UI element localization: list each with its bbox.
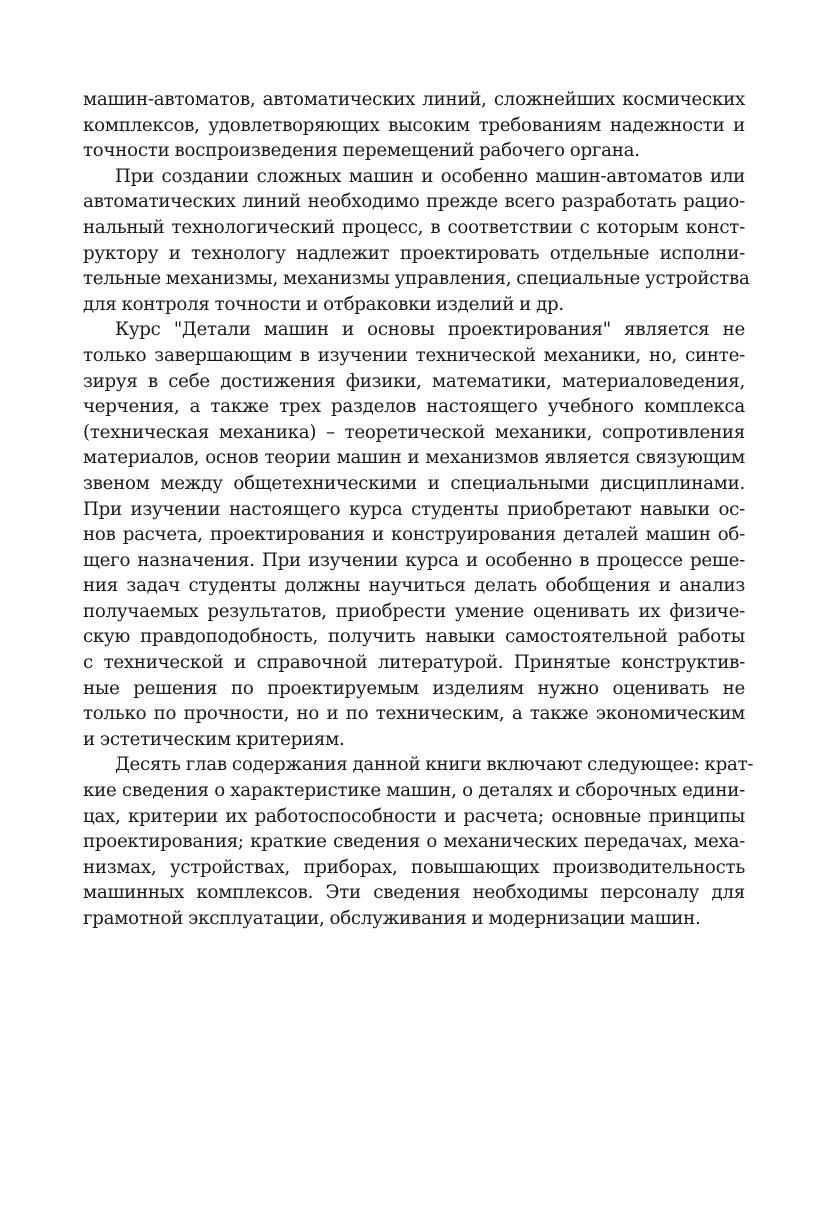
text-line: (техническая механика) – теоретической механики, сопротивления — [83, 421, 745, 443]
text-line: с технической и справочной литературой. Принятые конструктив- — [83, 652, 745, 674]
text-line: и эстетическим критериям. — [83, 728, 345, 750]
text-line: тельные механизмы, механизмы управления, специальные устройства — [83, 268, 750, 290]
text-line: только по прочности, но и по техническим, а также экономическим — [83, 703, 745, 725]
text-line: ные решения по проектируемым изделиям нужно оценивать не — [83, 677, 745, 699]
text-line: скую правдоподобность, получить навыки самостоятельной работы — [83, 626, 745, 648]
text-line: комплексов, удовлетворяющих высоким требованиям надежности и — [83, 114, 745, 136]
text-line: только завершающим в изучении технической механики, но, синте- — [83, 344, 745, 366]
text-line: Десять глав содержания данной книги включают следующее: крат- — [115, 754, 754, 776]
text-line: При создании сложных машин и особенно машин-автоматов или — [115, 165, 745, 187]
text-line: звеном между общетехническими и специальными дисциплинами. — [83, 472, 745, 494]
page-body — [83, 87, 754, 932]
text-line: ния задач студенты должны научиться делать обобщения и анализ — [83, 575, 745, 597]
paragraph-2 — [83, 164, 750, 318]
text-line: зируя в себе достижения физики, математики, материаловедения, — [83, 370, 745, 392]
text-line: низмах, устройствах, приборах, повышающих производительность — [83, 856, 745, 878]
text-line: материалов, основ теории машин и механизмов является связующим — [83, 447, 745, 469]
paragraph-4 — [83, 752, 754, 931]
text-line: черчения, а также трех разделов настоящего учебного комплекса — [83, 396, 745, 418]
text-line: При изучении настоящего курса студенты приобретают навыки ос- — [83, 498, 745, 520]
text-line: для контроля точности и отбраковки изделий и др. — [83, 293, 564, 315]
text-line: проектирования; краткие сведения о механических передачах, меха- — [83, 831, 745, 853]
text-line: щего назначения. При изучении курса и особенно в процессе реше- — [83, 549, 745, 571]
text-line: Курс "Детали машин и основы проектирования" является не — [115, 319, 745, 341]
text-line: машин-автоматов, автоматических линий, сложнейших космических — [83, 89, 745, 110]
text-line: машинных комплексов. Эти сведения необходимы персоналу для — [83, 882, 745, 904]
text-line: автоматических линий необходимо прежде всего разработать рацио- — [83, 191, 745, 213]
text-line: нов расчета, проектирования и конструирования деталей машин об- — [83, 524, 745, 546]
text-line: грамотной эксплуатации, обслуживания и модернизации машин. — [83, 908, 701, 929]
text-line: руктору и технологу надлежит проектировать отдельные исполни- — [83, 242, 745, 264]
text-line: получаемых результатов, приобрести умение оценивать их физиче- — [83, 600, 745, 622]
text-line: нальный технологический процесс, в соответствии с которым конст- — [83, 216, 745, 238]
text-line: точности воспроизведения перемещений рабочего органа. — [83, 140, 640, 162]
text-line: кие сведения о характеристике машин, о деталях и сборочных едини- — [83, 780, 745, 802]
paragraph-3 — [83, 317, 745, 752]
paragraph-1 — [83, 87, 745, 164]
text-line: цах, критерии их работоспособности и расчета; основные принципы — [83, 805, 745, 827]
